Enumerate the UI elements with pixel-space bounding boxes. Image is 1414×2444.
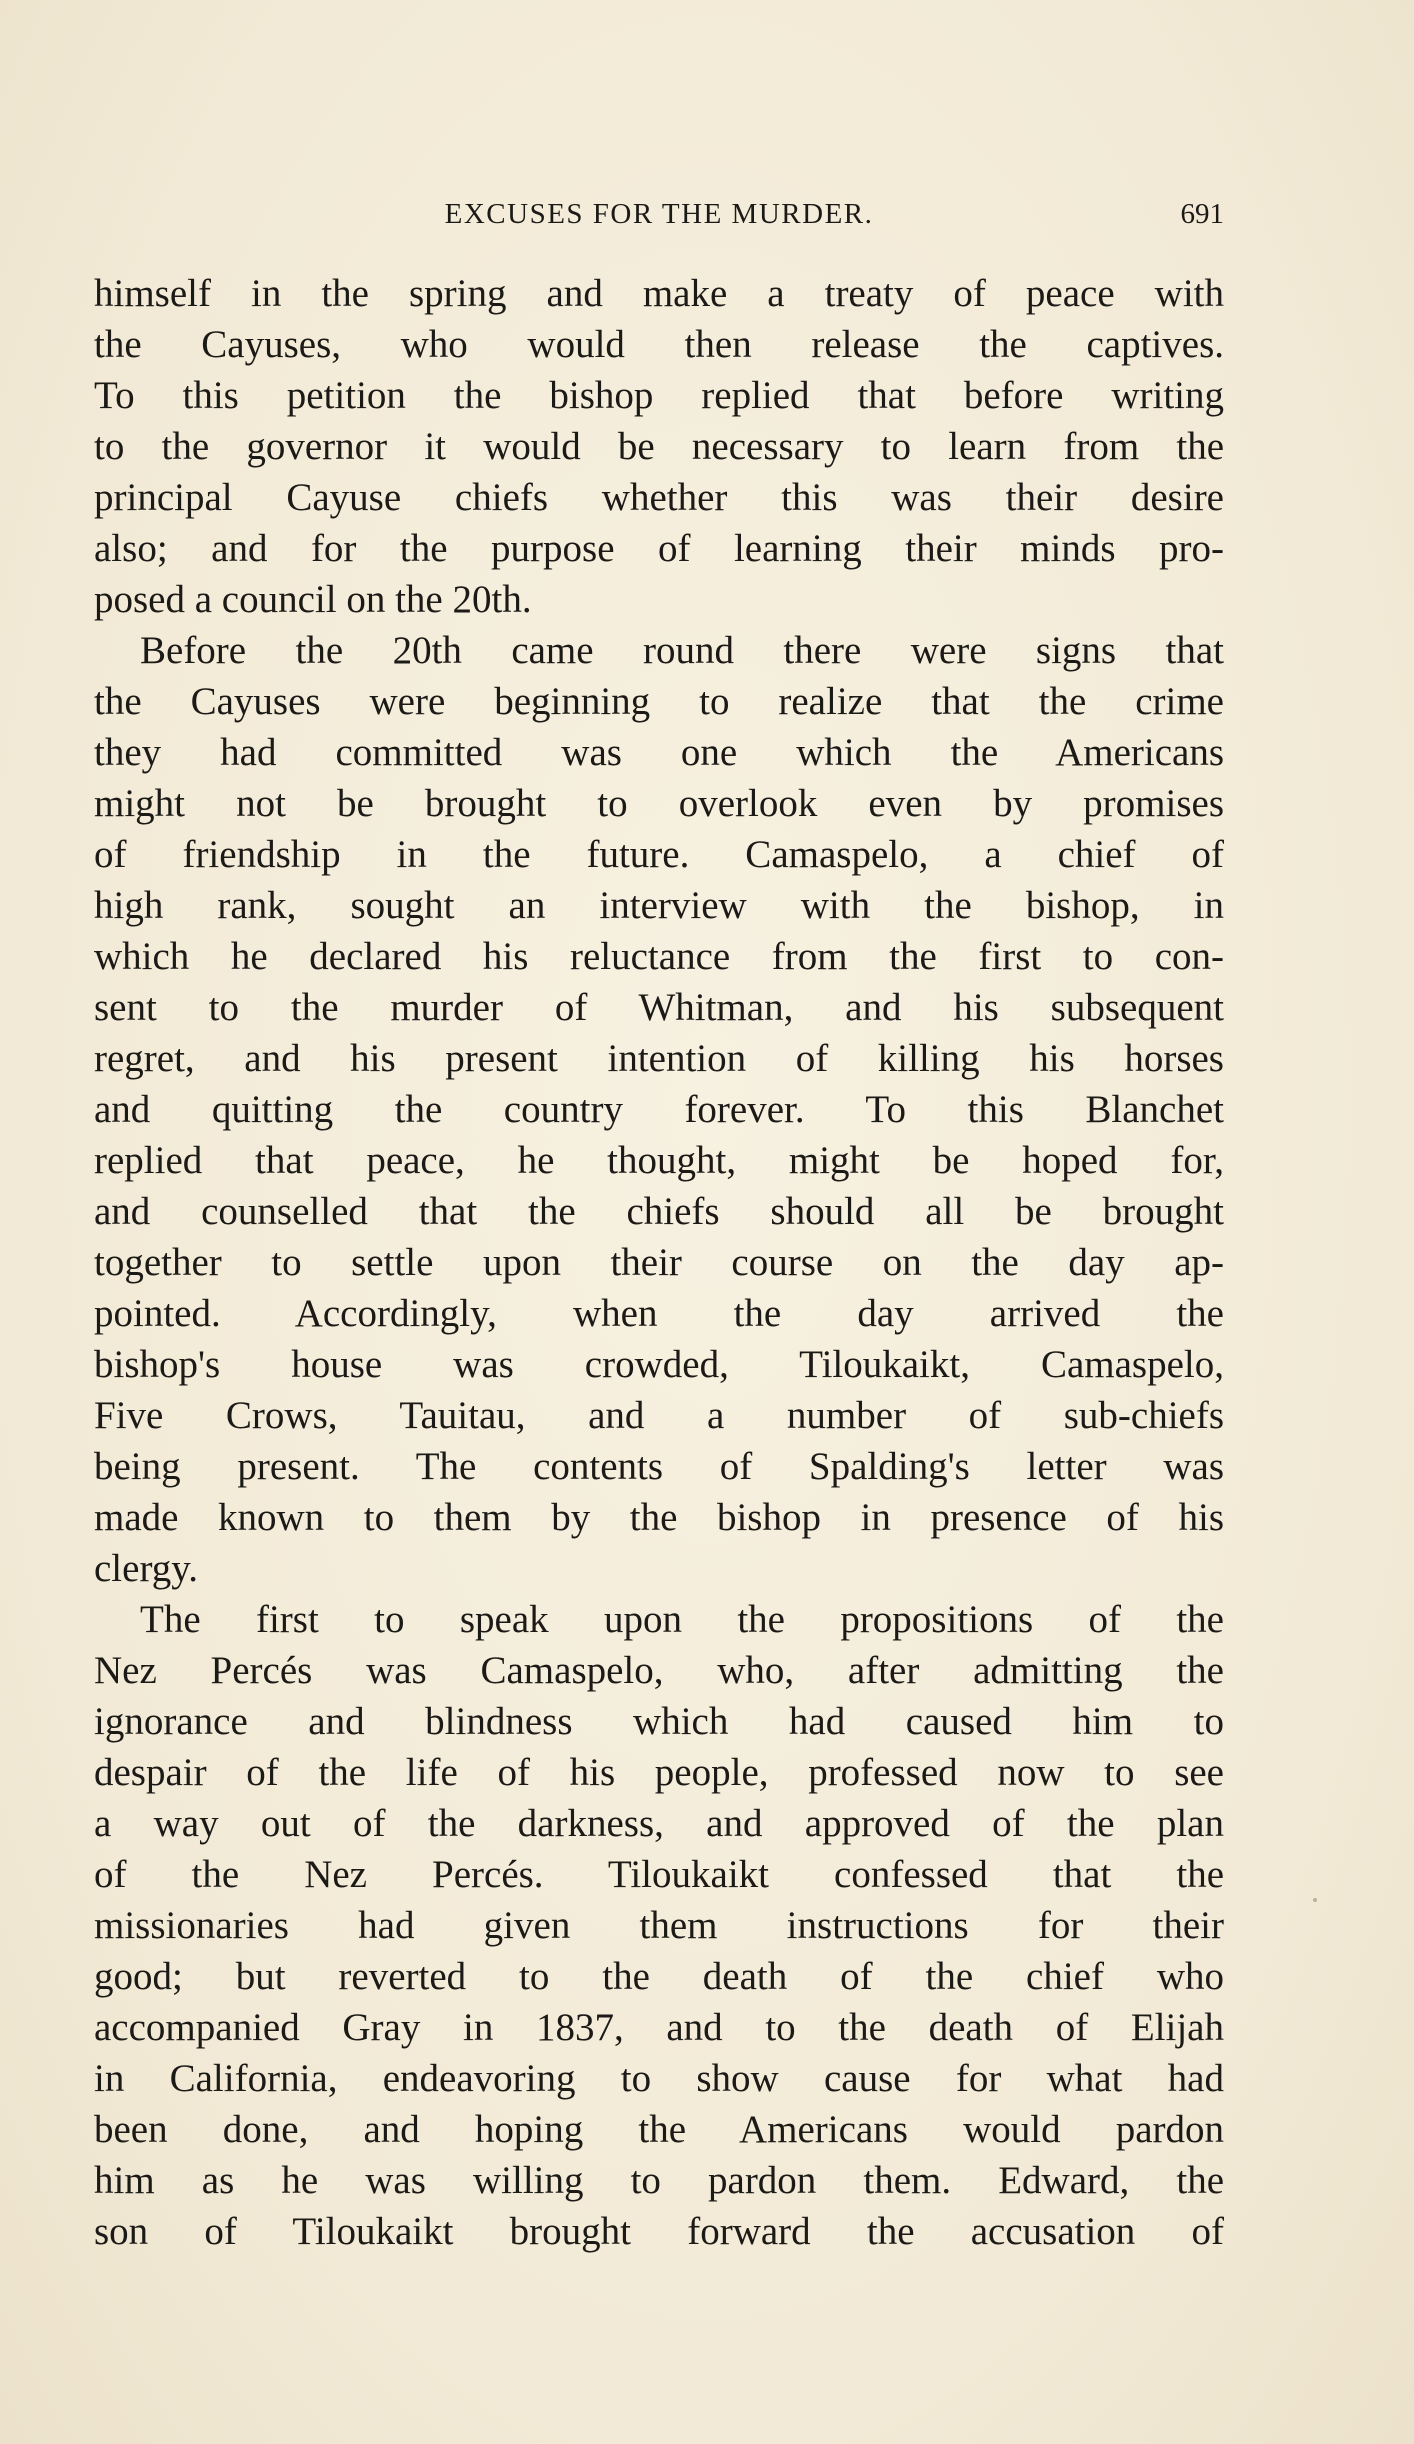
text-line: posed a council on the 20th. [94, 578, 532, 621]
text-line: principal Cayuse chiefs whether this was their desire [94, 476, 1224, 519]
text-line: him as he was willing to pardon them. Edward, the [94, 2159, 1224, 2202]
text-line: replied that peace, he thought, might be hoped for, [94, 1139, 1224, 1182]
text-line: the Cayuses, who would then release the captives. [94, 323, 1224, 366]
page-number: 691 [1180, 198, 1224, 230]
text-line: and counselled that the chiefs should all be brought [94, 1190, 1224, 1233]
text-line: son of Tiloukaikt brought forward the accusation of [94, 2210, 1224, 2253]
running-head [94, 196, 1224, 236]
text-line: made known to them by the bishop in presence of his [94, 1496, 1224, 1539]
text-line: pointed. Accordingly, when the day arrived the [94, 1292, 1224, 1335]
text-line: to the governor it would be necessary to learn from the [94, 425, 1224, 468]
paragraph-start-line: The first to speak upon the propositions of the [140, 1598, 1224, 1641]
text-line: high rank, sought an interview with the bishop, in [94, 884, 1224, 927]
text-line: might not be brought to overlook even by promises [94, 782, 1224, 825]
text-line: bishop's house was crowded, Tiloukaikt, Camaspelo, [94, 1343, 1224, 1386]
text-line: the Cayuses were beginning to realize that the crime [94, 680, 1224, 723]
text-line: being present. The contents of Spalding's letter was [94, 1445, 1224, 1488]
text-line: missionaries had given them instructions for their [94, 1904, 1224, 1947]
text-line: Five Crows, Tauitau, and a number of sub-chiefs [94, 1394, 1224, 1437]
text-line: clergy. [94, 1547, 198, 1590]
text-line: which he declared his reluctance from the first to con- [94, 935, 1224, 978]
text-line: and quitting the country forever. To this Blanchet [94, 1088, 1224, 1131]
text-line: Nez Percés was Camaspelo, who, after admitting the [94, 1649, 1224, 1692]
text-line: To this petition the bishop replied that before writing [94, 374, 1224, 417]
running-title: EXCUSES FOR THE MURDER. [444, 198, 874, 230]
paragraph-start-line: Before the 20th came round there were signs that [140, 629, 1224, 672]
text-line: regret, and his present intention of killing his horses [94, 1037, 1224, 1080]
text-line: ignorance and blindness which had caused him to [94, 1700, 1224, 1743]
body-text [94, 268, 1224, 2257]
text-line: accompanied Gray in 1837, and to the death of Elijah [94, 2006, 1224, 2049]
text-line: together to settle upon their course on the day ap- [94, 1241, 1224, 1284]
text-line: a way out of the darkness, and approved of the plan [94, 1802, 1224, 1845]
text-line: sent to the murder of Whitman, and his subsequent [94, 986, 1224, 1029]
text-line: they had committed was one which the Americans [94, 731, 1224, 774]
text-line: also; and for the purpose of learning their minds pro- [94, 527, 1224, 570]
text-line: in California, endeavoring to show cause for what had [94, 2057, 1224, 2100]
text-line: of the Nez Percés. Tiloukaikt confessed that the [94, 1853, 1224, 1896]
text-line: of friendship in the future. Camaspelo, a chief of [94, 833, 1224, 876]
text-line: despair of the life of his people, professed now to see [94, 1751, 1224, 1794]
paper-speck [1313, 1898, 1317, 1902]
text-line: been done, and hoping the Americans would pardon [94, 2108, 1224, 2151]
text-line: himself in the spring and make a treaty of peace with [94, 272, 1224, 315]
text-line: good; but reverted to the death of the chief who [94, 1955, 1224, 1998]
